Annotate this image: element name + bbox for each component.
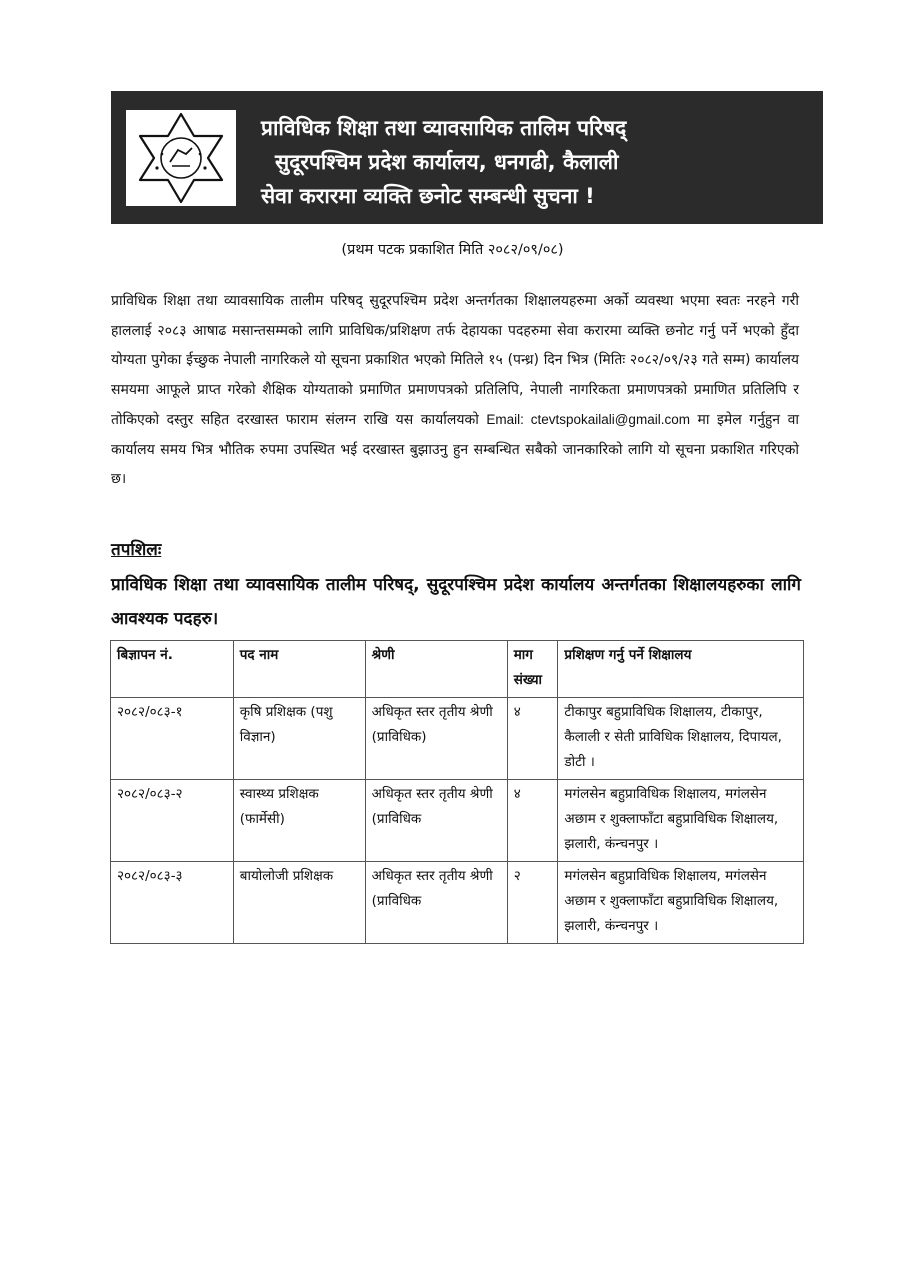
cell-grade: अधिकृत स्तर तृतीय श्रेणी (प्राविधिक (365, 862, 507, 944)
header-grade: श्रेणी (365, 641, 507, 698)
cell-count: ४ (507, 698, 558, 780)
ctevt-logo (126, 110, 236, 206)
notice-title: सेवा करारमा व्यक्ति छनोट सम्बन्धी सुचना ! (261, 184, 595, 208)
notice-paragraph-part1: प्राविधिक शिक्षा तथा व्यावसायिक तालीम परिषद् सुदूरपश्चिम प्रदेश अन्तर्गतका शिक्षालयहरुमा अर्को व्यवस्था भएमा स्वतः नरहने गरी हाललाई २०८३ आषाढ मसान्तसम्मको लागि प्राविधिक/प्रशिक्षण तर्फ देहायका पदहरुमा सेवा करारमा व्यक्ति छनोट गर्नु पर्ने भएको हुँदा योग्यता पुगेका ईच्छुक नेपाली नागरिकले यो सूचना प्रकाशित भएको मितिले १५ (पन्ध्र) दिन भित्र (मितिः २०८२/०९/२३ गते सम्म) कार्यालय समयमा आफूले प्राप्त गरेको शैक्षिक योग्यताको प्रमाणित प्रमाणपत्रको प्रतिलिपि, नेपाली नागरिकता प्रमाणपत्रको प्रमाणित प्रतिलिपि र तोकिएको दस्तुर सहित दरखास्त फाराम संलग्न राखि यस कार्यालयको (111, 293, 799, 428)
cell-grade: अधिकृत स्तर तृतीय श्रेणी (प्राविधिक) (365, 698, 507, 780)
contact-email: Email: ctevtspokailali@gmail.com (486, 412, 690, 427)
cell-count: २ (507, 862, 558, 944)
table-row (111, 862, 804, 944)
posts-table (110, 640, 804, 944)
organization-name: प्राविधिक शिक्षा तथा व्यावसायिक तालिम परिषद् (261, 116, 627, 140)
cell-ad-no: २०८२/०८३-३ (111, 862, 234, 944)
table-row (111, 780, 804, 862)
publication-date: (प्रथम पटक प्रकाशित मिति २०८२/०९/०८) (341, 242, 564, 258)
header-post: पद नाम (233, 641, 365, 698)
cell-school: मगंलसेन बहुप्राविधिक शिक्षालय, मगंलसेन अछाम र शुक्लाफाँटा बहुप्राविधिक शिक्षालय, झलारी, कंन्चनपुर । (558, 780, 804, 862)
office-name: सुदूरपश्चिम प्रदेश कार्यालय, धनगढी, कैलाली (275, 150, 619, 174)
cell-school: टीकापुर बहुप्राविधिक शिक्षालय, टीकापुर, कैलाली र सेती प्राविधिक शिक्षालय, दिपायल, डोटी । (558, 698, 804, 780)
cell-ad-no: २०८२/०८३-२ (111, 780, 234, 862)
letterhead-banner (111, 91, 823, 224)
notice-body (111, 287, 799, 495)
header-ad-no: बिज्ञापन नं. (111, 641, 234, 698)
cell-post: कृषि प्रशिक्षक (पशु विज्ञान) (233, 698, 365, 780)
cell-post: बायोलोजी प्रशिक्षक (233, 862, 365, 944)
posts-heading: प्राविधिक शिक्षा तथा व्यावसायिक तालीम परिषद्, सुदूरपश्चिम प्रदेश कार्यालय अन्तर्गतका शिक्षालयहरुका लागि आवश्यक पदहरु। (111, 575, 801, 629)
table-header-row (111, 641, 804, 698)
cell-ad-no: २०८२/०८३-१ (111, 698, 234, 780)
star-emblem-icon (126, 110, 236, 206)
cell-count: ४ (507, 780, 558, 862)
cell-grade: अधिकृत स्तर तृतीय श्रेणी (प्राविधिक (365, 780, 507, 862)
header-count: माग संख्या (507, 641, 558, 698)
letterhead-text (261, 111, 811, 213)
table-row (111, 698, 804, 780)
cell-school: मगंलसेन बहुप्राविधिक शिक्षालय, मगंलसेन अछाम र शुक्लाफाँटा बहुप्राविधिक शिक्षालय, झलारी, कंन्चनपुर । (558, 862, 804, 944)
header-school: प्रशिक्षण गर्नु पर्ने शिक्षालय (558, 641, 804, 698)
details-label: तपशिलः (111, 540, 162, 560)
cell-post: स्वास्थ्य प्रशिक्षक (फार्मेसी) (233, 780, 365, 862)
notice-paragraph-part2: मा इमेल गर्नुहुन वा कार्यालय समय भित्र भौतिक रुपमा उपस्थित भई दरखास्त बुझाउनु हुन सम्बन्धित सबैको जानकारिको लागि यो सूचना प्रकाशित गरिएको छ। (111, 412, 799, 487)
